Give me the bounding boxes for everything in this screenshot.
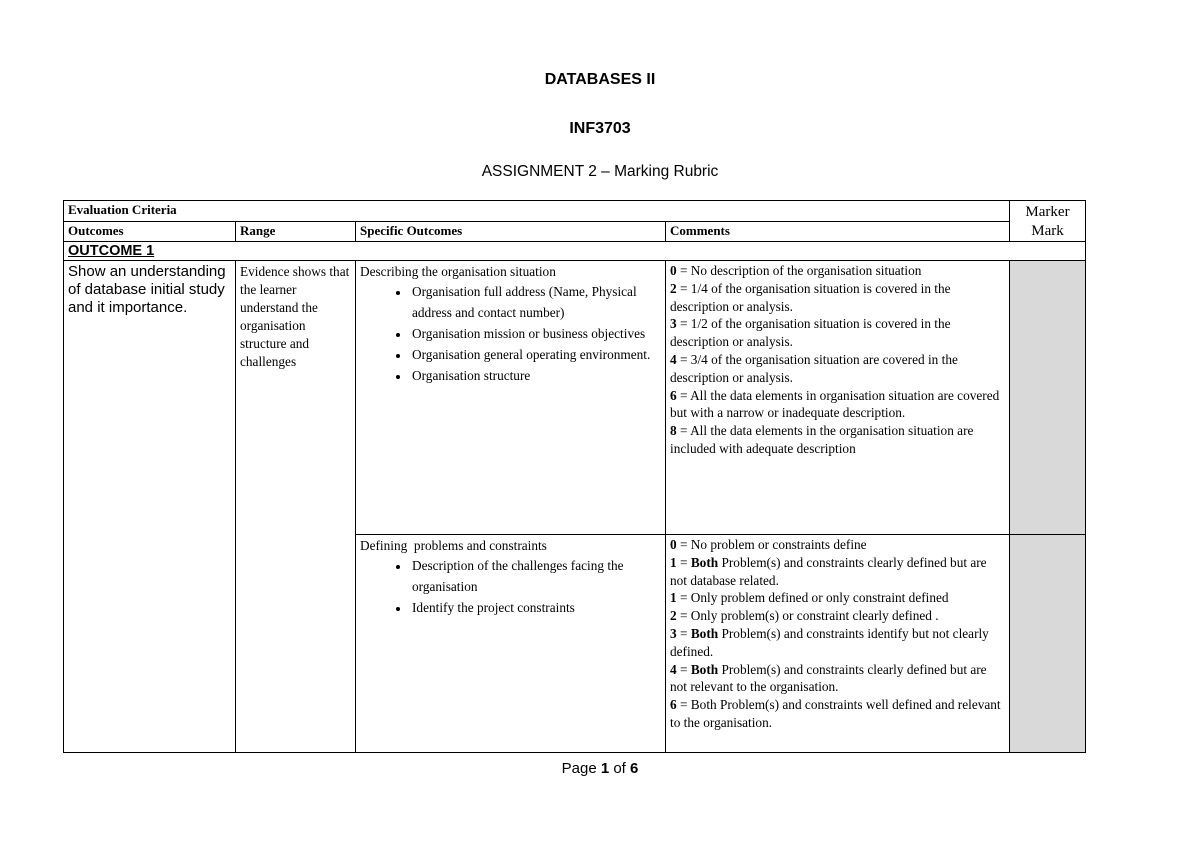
specific-outcome-list bbox=[360, 281, 661, 386]
rubric-table bbox=[63, 200, 1086, 753]
page-number: 1 bbox=[600, 760, 610, 777]
outcome-title: OUTCOME 1 bbox=[64, 242, 1086, 261]
document-title: DATABASES II bbox=[544, 71, 656, 88]
mark-cell[interactable] bbox=[1010, 535, 1086, 753]
comments-cell bbox=[666, 261, 1010, 535]
comment-line: 3 = Both Problem(s) and constraints identify but not clearly defined. bbox=[670, 625, 989, 659]
specific-outcome-list bbox=[360, 555, 661, 618]
column-header-range: Range bbox=[236, 221, 356, 242]
comment-line: 8 = All the data elements in the organisation situation are included with adequate description bbox=[670, 423, 974, 456]
comment-line: 2 = 1/4 of the organisation situation is covered in the description or analysis. bbox=[670, 280, 951, 314]
column-header-comments: Comments bbox=[666, 221, 1010, 242]
specific-outcome-item: • Organisation general operating environment. bbox=[410, 344, 661, 365]
specific-outcomes-cell bbox=[356, 535, 666, 753]
rubric-row bbox=[64, 261, 1086, 535]
specific-outcome-item: • Identify the project constraints bbox=[410, 597, 661, 618]
comments-cell bbox=[666, 535, 1010, 753]
specific-outcome-item: • Organisation full address (Name, Physical address and contact number) bbox=[410, 281, 661, 323]
comment-line: 3 = 1/2 of the organisation situation is covered in the description or analysis. bbox=[670, 316, 951, 350]
specific-outcome-item: • Description of the challenges facing the organisation bbox=[410, 555, 661, 597]
comment-line: 0 = No description of the organisation situation bbox=[670, 263, 922, 278]
column-header-specific-outcomes: Specific Outcomes bbox=[356, 221, 666, 242]
comment-line: 6 = All the data elements in organisation situation are covered but with a narrow or inadequate description. bbox=[670, 387, 1000, 421]
comment-line: 4 = Both Problem(s) and constraints clearly defined but are not relevant to the organisation. bbox=[670, 661, 987, 695]
page-of-label: of bbox=[609, 760, 631, 777]
outcome-title-row bbox=[64, 242, 1086, 261]
comment-line: 6 = Both Problem(s) and constraints well defined and relevant to the organisation. bbox=[670, 697, 1001, 730]
specific-outcomes-cell bbox=[356, 261, 666, 535]
criteria-header-row bbox=[64, 201, 1086, 222]
column-header-outcomes: Outcomes bbox=[64, 221, 236, 242]
specific-outcome-heading: Describing the organisation situation bbox=[360, 264, 556, 279]
column-header-row bbox=[64, 221, 1086, 242]
comment-line: 0 = No problem or constraints define bbox=[670, 537, 867, 552]
outcome-description: Show an understanding of database initial study and it importance. bbox=[64, 261, 236, 753]
comment-line: 2 = Only problem(s) or constraint clearly defined . bbox=[670, 608, 939, 624]
comment-line: 1 = Both Problem(s) and constraints clearly defined but are not database related. bbox=[670, 554, 987, 588]
course-code: INF3703 bbox=[569, 120, 631, 137]
specific-outcome-item: • Organisation structure bbox=[410, 365, 661, 386]
mark-cell[interactable] bbox=[1010, 261, 1086, 535]
evaluation-criteria-header: Evaluation Criteria bbox=[64, 201, 1010, 222]
specific-outcome-item: • Organisation mission or business objectives bbox=[410, 323, 661, 344]
document-subtitle: ASSIGNMENT 2 – Marking Rubric bbox=[481, 163, 719, 180]
comment-line: 4 = 3/4 of the organisation situation are covered in the description or analysis. bbox=[670, 351, 958, 385]
comment-line: 1 = Only problem defined or only constraint defined bbox=[670, 590, 949, 606]
marker-mark-header: Marker Mark bbox=[1010, 201, 1086, 242]
page-total: 6 bbox=[630, 760, 639, 777]
page-footer bbox=[0, 760, 1200, 777]
range-description: Evidence shows that the learner understand the organisation structure and challenges bbox=[236, 261, 356, 753]
page-label: Page bbox=[561, 760, 601, 777]
specific-outcome-heading: Defining problems and constraints bbox=[360, 538, 547, 553]
